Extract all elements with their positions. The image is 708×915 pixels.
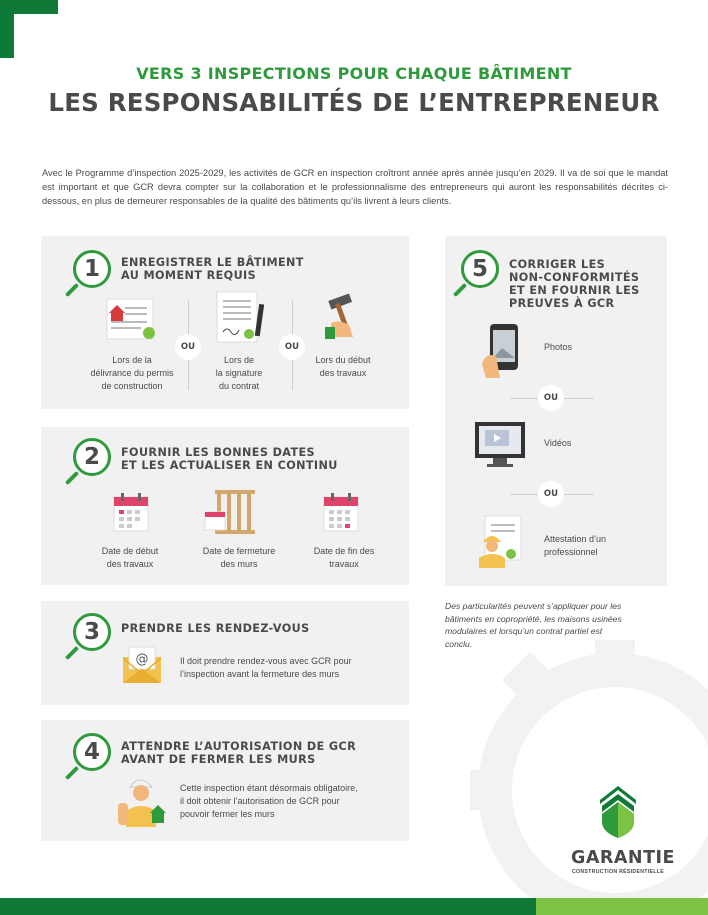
step-2-option-label: Date de fin des travaux	[313, 546, 375, 569]
footnote: Des particularités peuvent s’appliquer pour les bâtiments en copropriété, les maisons usinées modulaires et lorsqu’un contrat partiel est conclu.	[445, 601, 622, 649]
worker-stop-icon	[116, 773, 166, 829]
footer-bar	[0, 898, 708, 915]
step-1-title: ENREGISTRER LE BÂTIMENT AU MOMENT REQUIS	[121, 256, 304, 282]
step-2-title: FOURNIR LES BONNES DATES ET LES ACTUALISER EN CONTINU	[121, 446, 338, 472]
page-title: LES RESPONSABILITÉS DE L’ENTREPRENEUR	[48, 88, 660, 117]
wall-frame-calendar-icon	[203, 488, 258, 538]
step-4-number: 4	[73, 733, 111, 771]
svg-text:@: @	[135, 652, 149, 667]
logo-name: GARANTIE	[571, 848, 675, 868]
step-3-title: PRENDRE LES RENDEZ-VOUS	[121, 622, 310, 635]
step-2-number: 2	[73, 438, 111, 476]
step-3-number: 3	[73, 613, 111, 651]
step-1-option-label: Lors de la délivrance du permis de construction	[90, 355, 174, 391]
step-1-number: 1	[73, 250, 111, 288]
monitor-video-icon	[473, 420, 528, 470]
or-badge: OU	[538, 481, 564, 507]
step-5-number: 5	[461, 250, 499, 288]
step-5-title: CORRIGER LES NON-CONFORMITÉS ET EN FOURNIR LES PREUVES À GCR	[509, 258, 640, 310]
email-envelope-icon	[121, 645, 166, 685]
or-badge: OU	[279, 334, 305, 360]
calendar-icon	[112, 491, 152, 533]
step-2-option-label: Date de fermeture des murs	[202, 546, 276, 569]
step-4-title: ATTENDRE L’AUTORISATION DE GCR AVANT DE FERMER LES MURS	[121, 740, 357, 766]
or-badge: OU	[175, 334, 201, 360]
intro-paragraph: Avec le Programme d’inspection 2025-2029, les activités de GCR en inspection croîtront année après année jusqu’en 2029. Il va de soi que le mandat est important et que GCR devra compter sur la collaboration et le professionnalisme des entrepreneurs qui auront les responsabilités décrites ci-dessous, en plus de demeurer responsables de la qualité des bâtiments qu’ils livrent à leurs clients.	[42, 168, 668, 206]
step-3-text: Il doit prendre rendez-vous avec GCR pour l’inspection avant la fermeture des murs	[180, 656, 352, 679]
page-eyebrow: VERS 3 INSPECTIONS POUR CHAQUE BÂTIMENT	[136, 64, 572, 83]
step-5-option-label: Vidéos	[544, 438, 572, 448]
phone-photo-icon	[480, 322, 525, 382]
logo-subtitle: CONSTRUCTION RÉSIDENTIELLE	[572, 869, 664, 875]
step-5-option-label: Attestation d’un professionnel	[544, 534, 607, 557]
or-badge: OU	[538, 385, 564, 411]
hammer-hand-icon	[321, 293, 371, 343]
calendar-icon	[322, 491, 362, 533]
step-4-text: Cette inspection étant désormais obligatoire, il doit obtenir l’autorisation de GCR pour pouvoir fermer les murs	[180, 783, 358, 819]
step-1-option-label: Lors de la signature du contrat	[215, 355, 263, 391]
worker-certificate-icon	[477, 514, 527, 569]
step-2-option-label: Date de début des travaux	[101, 546, 159, 569]
house-document-icon	[103, 295, 163, 345]
step-5-option-label: Photos	[544, 342, 573, 352]
step-1-option-label: Lors du début des travaux	[315, 355, 371, 378]
signed-contract-icon	[211, 290, 271, 345]
gcr-logo-icon	[598, 782, 638, 838]
